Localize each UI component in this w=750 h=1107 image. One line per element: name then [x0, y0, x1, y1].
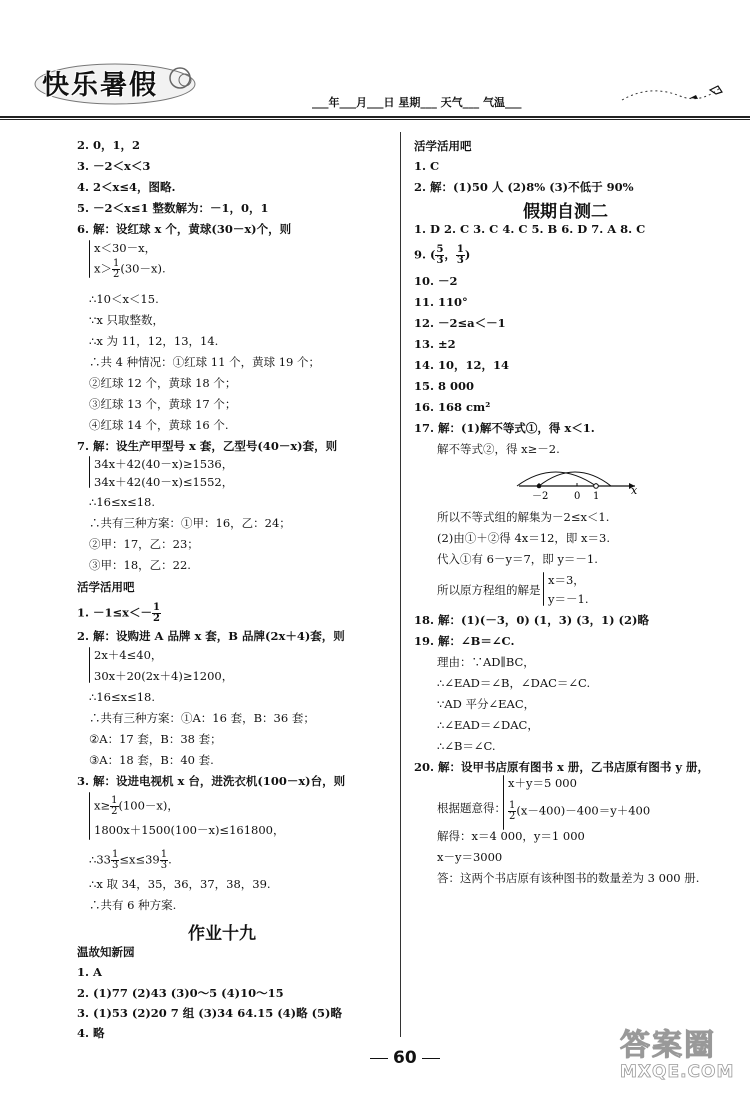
brace	[543, 572, 544, 606]
date-fields: ___年___月___日 星期___ 天气___ 气温___	[312, 96, 522, 109]
answer-line: 16. 168 cm²	[414, 400, 491, 414]
answer-line: 4. 略	[77, 1026, 105, 1040]
answer-line: 20. 解：设甲书店原有图书 x 册，乙书店原有图书 y 册，	[414, 760, 710, 774]
answer-line: 7. 解：设生产甲型号 x 套，乙型号(40－x)套，则	[77, 439, 338, 453]
section-heading: 活学活用吧	[414, 139, 472, 153]
answer-line: 2. 解：设购进 A 品牌 x 套，B 品牌(2x＋4)套，则	[77, 629, 345, 643]
answer-line: 1. －1≤x＜－ $\frac{1}{2}$	[77, 602, 160, 624]
page-number-dash-left	[370, 1058, 388, 1059]
answer-line: ∴16≤x≤18.	[89, 690, 155, 704]
answer-line: (2)由①＋②得 4x＝12，即 x＝3.	[437, 531, 610, 545]
answer-line: 9. ( $\frac{5}{3}$ ， $\frac{1}{3}$ )	[414, 244, 471, 266]
system-line: x＜30－x，	[94, 241, 157, 255]
system-line: $\frac{1}{2}$ (x－400)－400＝y＋400	[509, 800, 651, 822]
brace	[89, 240, 90, 278]
label-1: 1	[593, 491, 600, 502]
brace	[89, 456, 90, 488]
page-number: 60	[393, 1048, 417, 1068]
answer-line: ∴∠B＝∠C.	[437, 739, 496, 753]
answer-line: ∴∠EAD＝∠B，∠DAC＝∠C.	[437, 676, 591, 690]
answer-line: 4. 2＜x≤4，图略.	[77, 180, 176, 194]
section-heading: 温故知新园	[77, 945, 135, 959]
answer-line: 18. 解：(1)(－3，0) (1，3) (3，1) (2)略	[414, 613, 649, 627]
section-heading: 活学活用吧	[77, 580, 135, 594]
answer-line: 解得：x＝4 000，y＝1 000	[437, 829, 585, 843]
answer-line: 1. A	[77, 965, 102, 979]
system-line: 34x＋42(40－x)≤1552，	[94, 475, 234, 489]
closed-dot-minus-2	[537, 484, 542, 489]
system-line: 34x＋42(40－x)≥1536，	[94, 457, 234, 471]
solution-arc-right	[517, 472, 596, 486]
answer-line: ∴x 取 34，35，36，37，38，39.	[89, 877, 271, 891]
answer-line: 根据题意得：	[437, 801, 506, 815]
bird-decoration-icon	[620, 78, 730, 108]
answer-line: 2. 0，1，2	[77, 138, 141, 152]
open-dot-1	[594, 484, 599, 489]
watermark	[620, 1020, 734, 1082]
answer-line: 3. －2＜x＜3	[77, 159, 151, 173]
column-divider	[400, 132, 401, 1037]
answer-line: ∵AD 平分∠EAC，	[437, 697, 536, 711]
answer-line: ④红球 14 个，黄球 16 个.	[89, 418, 229, 432]
answer-line: 19. 解：∠B＝∠C.	[414, 634, 515, 648]
answer-line: 2. 解：(1)50 人 (2)8% (3)不低于 90%	[414, 180, 634, 194]
answer-line: 5. －2＜x≤1 整数解为：－1，0，1	[77, 201, 269, 215]
answer-line: 所以原方程组的解是	[437, 583, 541, 597]
answer-line: ∴共 4 种情况：①红球 11 个，黄球 19 个；	[89, 355, 321, 369]
logo-text: 快乐暑假	[42, 70, 158, 101]
answer-line: ③A：18 套，B：40 套.	[89, 753, 214, 767]
answer-line: 1. D 2. C 3. C 4. C 5. B 6. D 7. A 8. C	[414, 222, 646, 236]
label-minus-2: －2	[532, 491, 549, 502]
answer-line: x－y＝3000	[437, 850, 503, 864]
answer-line: ③甲：18，乙：22.	[89, 558, 191, 572]
answer-line: 解不等式②，得 x≥－2.	[437, 442, 560, 456]
answer-line: ∴10＜x＜15.	[89, 292, 159, 306]
brace	[503, 775, 504, 830]
number-line-diagram	[515, 462, 645, 502]
answer-line: ∴共有三种方案：①A：16 套，B：36 套；	[89, 711, 315, 725]
label-0: 0	[574, 491, 581, 502]
answer-line: ②甲：17，乙：23；	[89, 537, 199, 551]
system-line: x＋y＝5 000	[508, 776, 577, 790]
page-number-dash-right	[422, 1058, 440, 1059]
system-line: x＞ $\frac{1}{2}$ (30－x).	[94, 258, 166, 280]
system-line: x＝3，	[548, 573, 585, 587]
header-rule	[0, 116, 750, 118]
answer-line: 代入①有 6－y＝7，即 y＝－1.	[437, 552, 598, 566]
brace	[89, 647, 90, 683]
brace	[89, 792, 90, 840]
answer-line: 14. 10，12，14	[414, 358, 510, 372]
answer-line: 10. －2	[414, 274, 458, 288]
answer-line: 3. 解：设进电视机 x 台，进洗衣机(100－x)台，则	[77, 774, 346, 788]
answer-line: ②A：17 套，B：38 套；	[89, 732, 222, 746]
answer-line: ∴共有三种方案：①甲：16，乙：24；	[89, 516, 291, 530]
answer-line: 6. 解：设红球 x 个，黄球(30－x)个，则	[77, 222, 292, 236]
answer-line: 11. 110°	[414, 295, 468, 309]
label-x: x	[631, 484, 638, 497]
answer-line: 1. C	[414, 159, 440, 173]
answer-line: 17. 解：(1)解不等式①，得 x＜1.	[414, 421, 595, 435]
answer-line: ∵x 只取整数，	[89, 313, 164, 327]
system-line: x≥ $\frac{1}{2}$ (100－x)，	[94, 795, 179, 817]
answer-line: 13. ±2	[414, 337, 456, 351]
answer-line: 12. －2≤a＜－1	[414, 316, 506, 330]
watermark-text: 答案圈	[620, 1028, 716, 1063]
section-title: 作业十九	[188, 924, 256, 944]
system-line: 1800x＋1500(100－x)≤161800，	[94, 823, 285, 837]
system-line: y＝－1.	[548, 592, 589, 606]
answer-line: ∴∠EAD＝∠DAC，	[437, 718, 539, 732]
answer-line: 15. 8 000	[414, 379, 475, 393]
solution-arc-left	[539, 472, 611, 486]
answer-line: ∴16≤x≤18.	[89, 495, 155, 509]
watermark-url: MXQE.COM	[620, 1062, 735, 1082]
answer-line: 答：这两个书店原有该种图书的数量差为 3 000 册.	[437, 871, 700, 885]
answer-line: 2. (1)77 (2)43 (3)0～5 (4)10～15	[77, 986, 284, 1000]
answer-line: ③红球 13 个，黄球 17 个；	[89, 397, 237, 411]
answer-line: 理由：∵AD∥BC，	[437, 655, 535, 669]
answer-line: ∴x 为 11，12，13，14.	[89, 334, 219, 348]
answer-line: 3. (1)53 (2)20 7 组 (3)34 64.15 (4)略 (5)略	[77, 1006, 342, 1020]
system-line: 30x＋20(2x＋4)≥1200，	[94, 669, 234, 683]
answer-line: ∴33 $\frac{1}{3}$ ≤x≤39 $\frac{1}{3}$ .	[89, 849, 172, 871]
system-line: 2x＋4≤40，	[94, 648, 163, 662]
answer-line: ②红球 12 个，黄球 18 个；	[89, 376, 237, 390]
header-rule-thin	[0, 119, 750, 120]
answer-line: ∴共有 6 种方案.	[89, 898, 177, 912]
section-title: 假期自测二	[523, 202, 608, 222]
answer-line: 所以不等式组的解集为－2≤x＜1.	[437, 510, 610, 524]
